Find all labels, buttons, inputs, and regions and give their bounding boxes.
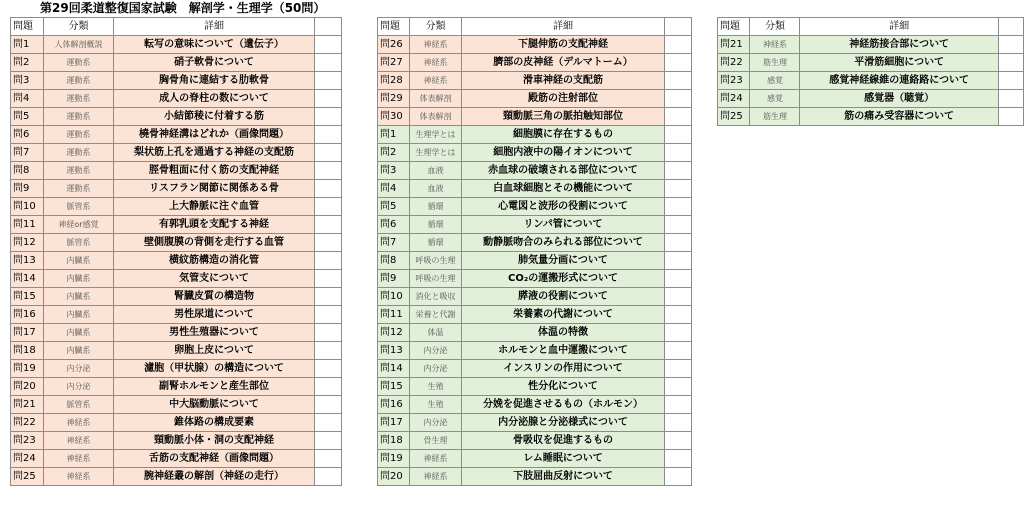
table-row xyxy=(378,216,692,234)
question-number: 問18 xyxy=(11,342,44,360)
question-category: 内分泌 xyxy=(410,360,462,378)
question-detail: 舌筋の支配神経（画像問題） xyxy=(114,450,315,468)
table-row xyxy=(11,234,342,252)
question-number: 問18 xyxy=(378,432,410,450)
question-category: 運動系 xyxy=(44,144,114,162)
question-detail: 脛骨粗面に付く筋の支配神経 xyxy=(114,162,315,180)
table-row xyxy=(378,234,692,252)
table-row xyxy=(11,36,342,54)
table-row xyxy=(718,72,1024,90)
blank-cell xyxy=(315,216,342,234)
question-detail: 壁側腹膜の背側を走行する血管 xyxy=(114,234,315,252)
header-row xyxy=(718,18,1024,36)
question-detail: 有郭乳頭を支配する神経 xyxy=(114,216,315,234)
table-row xyxy=(378,414,692,432)
question-category: 運動系 xyxy=(44,90,114,108)
blank-cell xyxy=(315,144,342,162)
table-row xyxy=(11,360,342,378)
blank-cell xyxy=(315,396,342,414)
header-detail: 詳細 xyxy=(800,18,998,36)
table-row xyxy=(718,54,1024,72)
table-row xyxy=(378,468,692,486)
question-detail: 平滑筋細胞について xyxy=(800,54,998,72)
question-detail: ホルモンと血中運搬について xyxy=(462,342,665,360)
question-category: 体表解剖 xyxy=(410,108,462,126)
question-number: 問27 xyxy=(378,54,410,72)
table-row xyxy=(378,144,692,162)
question-number: 問5 xyxy=(378,198,410,216)
question-number: 問15 xyxy=(11,288,44,306)
question-detail: 内分泌腺と分泌様式について xyxy=(462,414,665,432)
table-row xyxy=(718,90,1024,108)
question-category: 呼吸の生理 xyxy=(410,270,462,288)
table-row xyxy=(11,252,342,270)
blank-cell xyxy=(315,270,342,288)
question-category: 運動系 xyxy=(44,180,114,198)
table-row xyxy=(378,342,692,360)
question-number: 問14 xyxy=(11,270,44,288)
question-detail: 感覚神経線維の連絡路について xyxy=(800,72,998,90)
table-row xyxy=(11,324,342,342)
table-row xyxy=(11,54,342,72)
blank-cell xyxy=(315,252,342,270)
header-no: 問題 xyxy=(718,18,750,36)
table-row xyxy=(11,144,342,162)
question-detail: リスフラン関節に関係ある骨 xyxy=(114,180,315,198)
question-number: 問25 xyxy=(718,108,750,126)
table-row xyxy=(11,90,342,108)
question-detail: 動静脈吻合のみられる部位について xyxy=(462,234,665,252)
question-number: 問5 xyxy=(11,108,44,126)
question-detail: 成人の脊柱の数について xyxy=(114,90,315,108)
blank-cell xyxy=(315,450,342,468)
header-category: 分類 xyxy=(750,18,800,36)
blank-cell xyxy=(665,108,692,126)
question-detail: 横紋筋構造の消化管 xyxy=(114,252,315,270)
header-blank-cell xyxy=(315,18,342,36)
question-category: 神経系 xyxy=(410,54,462,72)
question-category: 生殖 xyxy=(410,378,462,396)
question-detail: 分娩を促進させるもの（ホルモン） xyxy=(462,396,665,414)
question-category: 体表解剖 xyxy=(410,90,462,108)
blank-cell xyxy=(665,54,692,72)
table-row xyxy=(378,270,692,288)
question-number: 問22 xyxy=(11,414,44,432)
question-number: 問3 xyxy=(11,72,44,90)
question-number: 問12 xyxy=(11,234,44,252)
blank-cell xyxy=(665,252,692,270)
question-detail: 胸骨角に連結する肋軟骨 xyxy=(114,72,315,90)
question-detail: 橈骨神経溝はどれか（画像問題） xyxy=(114,126,315,144)
question-detail: 体温の特徴 xyxy=(462,324,665,342)
blank-cell xyxy=(665,216,692,234)
question-category: 神経系 xyxy=(44,432,114,450)
question-detail: 男性生殖器について xyxy=(114,324,315,342)
question-number: 問4 xyxy=(11,90,44,108)
question-number: 問29 xyxy=(378,90,410,108)
question-table-2 xyxy=(377,17,692,486)
question-number: 問28 xyxy=(378,72,410,90)
question-table-3 xyxy=(717,17,1024,126)
question-category: 栄養と代謝 xyxy=(410,306,462,324)
blank-cell xyxy=(665,72,692,90)
blank-cell xyxy=(315,108,342,126)
question-detail: 上大静脈に注ぐ血管 xyxy=(114,198,315,216)
question-detail: 細胞内液中の陽イオンについて xyxy=(462,144,665,162)
header-no: 問題 xyxy=(11,18,44,36)
question-category: 脈管系 xyxy=(44,396,114,414)
blank-cell xyxy=(665,432,692,450)
blank-cell xyxy=(315,72,342,90)
question-category: 血液 xyxy=(410,162,462,180)
table-row xyxy=(11,180,342,198)
question-number: 問11 xyxy=(378,306,410,324)
question-number: 問11 xyxy=(11,216,44,234)
question-detail: CO₂の運搬形式について xyxy=(462,270,665,288)
blank-cell xyxy=(665,414,692,432)
question-category: 体温 xyxy=(410,324,462,342)
question-category: 運動系 xyxy=(44,108,114,126)
question-category: 内臓系 xyxy=(44,306,114,324)
question-category: 神経系 xyxy=(750,36,800,54)
blank-cell xyxy=(998,72,1023,90)
blank-cell xyxy=(315,324,342,342)
blank-cell xyxy=(315,180,342,198)
blank-cell xyxy=(665,360,692,378)
question-number: 問23 xyxy=(718,72,750,90)
blank-cell xyxy=(665,36,692,54)
table-row xyxy=(378,432,692,450)
blank-cell xyxy=(315,306,342,324)
question-table-1 xyxy=(10,17,342,486)
question-number: 問12 xyxy=(378,324,410,342)
question-category: 内分泌 xyxy=(44,378,114,396)
question-detail: 中大脳動脈について xyxy=(114,396,315,414)
blank-cell xyxy=(665,144,692,162)
question-category: 感覚 xyxy=(750,90,800,108)
question-number: 問26 xyxy=(378,36,410,54)
question-category: 感覚 xyxy=(750,72,800,90)
question-category: 内臓系 xyxy=(44,270,114,288)
question-category: 神経系 xyxy=(44,414,114,432)
question-detail: 副腎ホルモンと産生部位 xyxy=(114,378,315,396)
question-category: 循環 xyxy=(410,198,462,216)
question-category: 神経系 xyxy=(410,36,462,54)
table-row xyxy=(11,108,342,126)
table-row xyxy=(11,378,342,396)
question-category: 内臓系 xyxy=(44,324,114,342)
blank-cell xyxy=(665,306,692,324)
question-number: 問22 xyxy=(718,54,750,72)
question-detail: 骨吸収を促進するもの xyxy=(462,432,665,450)
question-category: 内分泌 xyxy=(410,414,462,432)
question-category: 神経or感覚 xyxy=(44,216,114,234)
header-no: 問題 xyxy=(378,18,410,36)
question-number: 問8 xyxy=(11,162,44,180)
question-category: 神経系 xyxy=(44,450,114,468)
question-number: 問21 xyxy=(718,36,750,54)
table-row xyxy=(378,162,692,180)
question-number: 問8 xyxy=(378,252,410,270)
page-title: 第29回柔道整復国家試験 解剖学・生理学（50問） xyxy=(40,1,326,15)
question-detail: 小結節稜に付着する筋 xyxy=(114,108,315,126)
question-number: 問10 xyxy=(378,288,410,306)
blank-cell xyxy=(998,54,1023,72)
question-detail: 細胞膜に存在するもの xyxy=(462,126,665,144)
question-detail: リンパ管について xyxy=(462,216,665,234)
blank-cell xyxy=(665,288,692,306)
table-row xyxy=(378,450,692,468)
table-row xyxy=(11,468,342,486)
question-category: 内臓系 xyxy=(44,342,114,360)
table-row xyxy=(378,198,692,216)
table-row xyxy=(11,72,342,90)
question-number: 問6 xyxy=(11,126,44,144)
question-number: 問16 xyxy=(11,306,44,324)
question-number: 問20 xyxy=(378,468,410,486)
question-category: 筋生理 xyxy=(750,108,800,126)
question-category: 呼吸の生理 xyxy=(410,252,462,270)
question-category: 神経系 xyxy=(410,72,462,90)
header-detail: 詳細 xyxy=(114,18,315,36)
table-row xyxy=(378,396,692,414)
question-number: 問19 xyxy=(11,360,44,378)
question-detail: 心電図と波形の役割について xyxy=(462,198,665,216)
question-detail: 転写の意味について（遺伝子） xyxy=(114,36,315,54)
table-row xyxy=(378,108,692,126)
table-row xyxy=(11,216,342,234)
blank-cell xyxy=(315,90,342,108)
question-category: 生殖 xyxy=(410,396,462,414)
question-detail: 頸動脈三角の脈拍触知部位 xyxy=(462,108,665,126)
table-row xyxy=(11,306,342,324)
question-number: 問7 xyxy=(378,234,410,252)
table-row xyxy=(11,288,342,306)
blank-cell xyxy=(665,270,692,288)
question-number: 問17 xyxy=(11,324,44,342)
question-category: 運動系 xyxy=(44,54,114,72)
question-category: 循環 xyxy=(410,234,462,252)
question-detail: レム睡眠について xyxy=(462,450,665,468)
question-category: 人体解剖概説 xyxy=(44,36,114,54)
question-category: 脈管系 xyxy=(44,198,114,216)
question-detail: 肺気量分画について xyxy=(462,252,665,270)
blank-cell xyxy=(315,288,342,306)
question-number: 問2 xyxy=(378,144,410,162)
question-number: 問20 xyxy=(11,378,44,396)
question-category: 神経系 xyxy=(410,450,462,468)
table-row xyxy=(11,432,342,450)
blank-cell xyxy=(665,234,692,252)
question-number: 問4 xyxy=(378,180,410,198)
question-detail: 神経筋接合部について xyxy=(800,36,998,54)
question-category: 内分泌 xyxy=(410,342,462,360)
question-detail: 白血球細胞とその機能について xyxy=(462,180,665,198)
question-category: 神経系 xyxy=(410,468,462,486)
question-detail: 下肢屈曲反射について xyxy=(462,468,665,486)
question-detail: 頸動脈小体・洞の支配神経 xyxy=(114,432,315,450)
question-detail: 濾胞（甲状腺）の構造について xyxy=(114,360,315,378)
blank-cell xyxy=(665,468,692,486)
question-number: 問17 xyxy=(378,414,410,432)
question-number: 問9 xyxy=(11,180,44,198)
blank-cell xyxy=(998,90,1023,108)
question-detail: 錐体路の構成要素 xyxy=(114,414,315,432)
question-detail: 性分化について xyxy=(462,378,665,396)
question-number: 問2 xyxy=(11,54,44,72)
question-detail: 滑車神経の支配筋 xyxy=(462,72,665,90)
question-detail: インスリンの作用について xyxy=(462,360,665,378)
question-detail: 男性尿道について xyxy=(114,306,315,324)
header-row xyxy=(11,18,342,36)
table-row xyxy=(378,252,692,270)
question-category: 神経系 xyxy=(44,468,114,486)
table-row xyxy=(11,198,342,216)
header-category: 分類 xyxy=(410,18,462,36)
table-row xyxy=(11,126,342,144)
question-detail: 腕神経叢の解剖（神経の走行） xyxy=(114,468,315,486)
table-row xyxy=(378,36,692,54)
question-detail: 赤血球の破壊される部位について xyxy=(462,162,665,180)
question-number: 問21 xyxy=(11,396,44,414)
question-category: 運動系 xyxy=(44,72,114,90)
header-blank-cell xyxy=(998,18,1023,36)
header-blank-cell xyxy=(665,18,692,36)
question-number: 問10 xyxy=(11,198,44,216)
table-row xyxy=(378,72,692,90)
question-number: 問24 xyxy=(718,90,750,108)
blank-cell xyxy=(315,162,342,180)
question-category: 内分泌 xyxy=(44,360,114,378)
question-detail: 殿筋の注射部位 xyxy=(462,90,665,108)
question-detail: 気管支について xyxy=(114,270,315,288)
question-number: 問7 xyxy=(11,144,44,162)
blank-cell xyxy=(315,126,342,144)
table-row xyxy=(718,36,1024,54)
table-row xyxy=(11,270,342,288)
blank-cell xyxy=(315,378,342,396)
question-number: 問19 xyxy=(378,450,410,468)
table-row xyxy=(11,450,342,468)
question-category: 循環 xyxy=(410,216,462,234)
blank-cell xyxy=(665,180,692,198)
table-row xyxy=(378,306,692,324)
question-category: 消化と吸収 xyxy=(410,288,462,306)
question-number: 問23 xyxy=(11,432,44,450)
question-number: 問13 xyxy=(378,342,410,360)
question-detail: 腎臓皮質の構造物 xyxy=(114,288,315,306)
question-number: 問16 xyxy=(378,396,410,414)
header-detail: 詳細 xyxy=(462,18,665,36)
header-category: 分類 xyxy=(44,18,114,36)
blank-cell xyxy=(315,360,342,378)
blank-cell xyxy=(665,324,692,342)
question-category: 血液 xyxy=(410,180,462,198)
question-category: 内臓系 xyxy=(44,252,114,270)
blank-cell xyxy=(998,108,1023,126)
question-category: 生理学とは xyxy=(410,144,462,162)
blank-cell xyxy=(665,198,692,216)
question-detail: 栄養素の代謝について xyxy=(462,306,665,324)
table-row xyxy=(378,378,692,396)
blank-cell xyxy=(665,126,692,144)
table-row xyxy=(11,414,342,432)
blank-cell xyxy=(315,54,342,72)
blank-cell xyxy=(315,414,342,432)
blank-cell xyxy=(665,90,692,108)
question-category: 筋生理 xyxy=(750,54,800,72)
question-detail: 臍部の皮神経（デルマトーム） xyxy=(462,54,665,72)
question-category: 骨生理 xyxy=(410,432,462,450)
question-detail: 硝子軟骨について xyxy=(114,54,315,72)
blank-cell xyxy=(665,342,692,360)
question-detail: 感覚器（聴覚） xyxy=(800,90,998,108)
blank-cell xyxy=(315,198,342,216)
blank-cell xyxy=(665,396,692,414)
blank-cell xyxy=(315,234,342,252)
blank-cell xyxy=(315,342,342,360)
question-number: 問14 xyxy=(378,360,410,378)
blank-cell xyxy=(315,468,342,486)
table-row xyxy=(378,324,692,342)
blank-cell xyxy=(665,162,692,180)
question-number: 問15 xyxy=(378,378,410,396)
table-row xyxy=(378,54,692,72)
question-detail: 筋の痛み受容器について xyxy=(800,108,998,126)
blank-cell xyxy=(998,36,1023,54)
question-number: 問9 xyxy=(378,270,410,288)
table-row xyxy=(11,162,342,180)
question-category: 脈管系 xyxy=(44,234,114,252)
blank-cell xyxy=(665,378,692,396)
question-number: 問6 xyxy=(378,216,410,234)
blank-cell xyxy=(315,36,342,54)
question-number: 問24 xyxy=(11,450,44,468)
table-row xyxy=(378,360,692,378)
table-row xyxy=(378,126,692,144)
question-number: 問13 xyxy=(11,252,44,270)
table-row xyxy=(11,342,342,360)
table-row xyxy=(378,90,692,108)
question-detail: 下腿伸筋の支配神経 xyxy=(462,36,665,54)
blank-cell xyxy=(665,450,692,468)
question-number: 問30 xyxy=(378,108,410,126)
question-number: 問25 xyxy=(11,468,44,486)
question-number: 問3 xyxy=(378,162,410,180)
question-number: 問1 xyxy=(378,126,410,144)
header-row xyxy=(378,18,692,36)
table-row xyxy=(11,396,342,414)
table-row xyxy=(718,108,1024,126)
question-category: 運動系 xyxy=(44,126,114,144)
question-category: 生理学とは xyxy=(410,126,462,144)
question-number: 問1 xyxy=(11,36,44,54)
question-category: 運動系 xyxy=(44,162,114,180)
table-row xyxy=(378,180,692,198)
question-detail: 膵液の役割について xyxy=(462,288,665,306)
question-detail: 卵胞上皮について xyxy=(114,342,315,360)
question-detail: 梨状筋上孔を通過する神経の支配筋 xyxy=(114,144,315,162)
table-row xyxy=(378,288,692,306)
question-category: 内臓系 xyxy=(44,288,114,306)
blank-cell xyxy=(315,432,342,450)
